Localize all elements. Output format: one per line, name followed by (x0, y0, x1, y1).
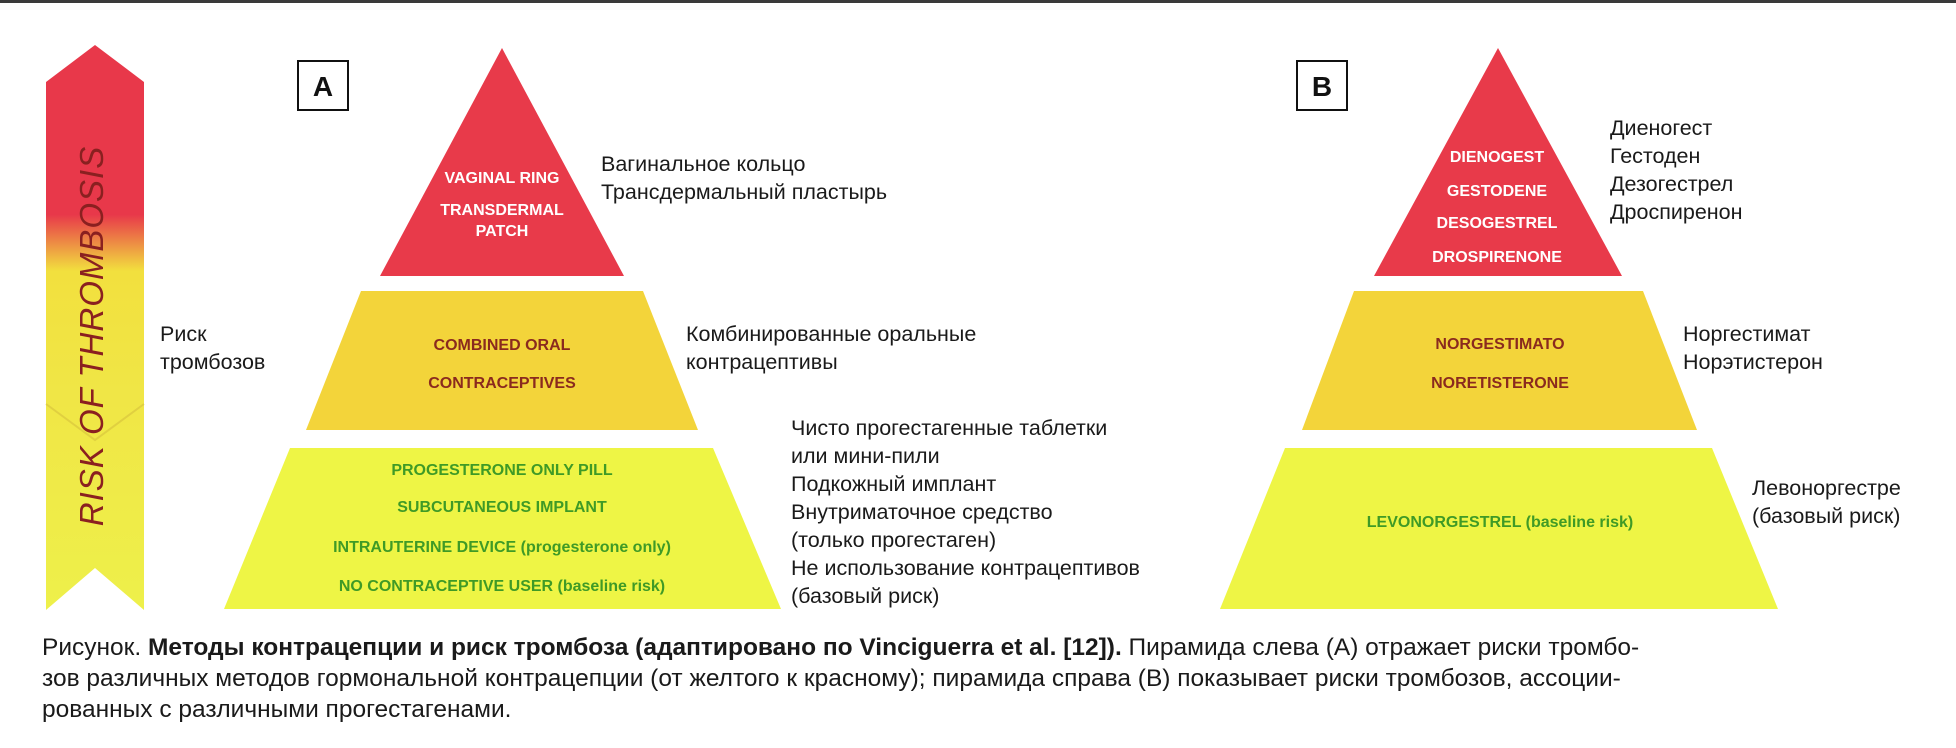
panel-a-bottom-side-text (791, 414, 1140, 610)
side-text-line: (базовый риск) (1752, 504, 1901, 528)
panel-a-letter: A (312, 71, 334, 102)
pyramid-b-middle-line-2: NORETISTERONE (1431, 375, 1569, 392)
side-text-line: или мини-пили (791, 444, 940, 468)
panel-b-bottom-side-text (1752, 474, 1901, 530)
pyramid-a-middle-line-2: CONTRACEPTIVES (428, 375, 576, 392)
caption-prefix: Рисунок. (42, 634, 149, 661)
pyramid-b-top-line-3: DESOGESTREL (1436, 215, 1558, 232)
pyramid-a-middle-tier (306, 291, 698, 430)
risk-label (160, 320, 265, 376)
risk-label-line-2: тромбозов (160, 350, 266, 374)
pyramid-a-top-tier (380, 48, 624, 276)
panel-a-top-side-text (601, 150, 887, 206)
pyramid-b-top-line-4: DROSPIRENONE (1432, 249, 1562, 266)
caption-line-3: рованных с различными прогестагенами. (42, 696, 512, 723)
side-text-line: Левоноргестре (1752, 476, 1901, 500)
side-text-line: Норгестимат (1683, 322, 1811, 346)
caption-line-1 (42, 632, 1922, 663)
side-text-line: Не использование контрацептивов (791, 556, 1140, 580)
pyramid-a-top-line-1: VAGINAL RING (444, 170, 560, 187)
panel-a-middle-side-text (686, 320, 976, 376)
side-text-line: Трансдермальный пластырь (601, 180, 888, 204)
side-text-line: (базовый риск) (791, 584, 940, 608)
pyramid-a-bottom-line-3: INTRAUTERINE DEVICE (progesterone only) (333, 539, 671, 556)
side-text-line: Дроспиренон (1610, 200, 1743, 224)
pyramid-b-top-line-1: DIENOGEST (1449, 149, 1545, 166)
side-text-line: Комбинированные оральные (686, 322, 977, 346)
pyramid-b-bottom-line-1: LEVONORGESTREL (baseline risk) (1366, 514, 1634, 531)
side-text-line: Норэтистерон (1683, 350, 1823, 374)
side-text-line: контрацептивы (686, 350, 838, 374)
caption-line-2: зов различных методов гормональной контрацепции (от желтого к красному); пирамида справа (В) показывает риски тромбозов, ассоции- (42, 665, 1621, 692)
pyramid-a-bottom-line-4: NO CONTRACEPTIVE USER (baseline risk) (338, 578, 666, 595)
panel-b-letter: B (1311, 71, 1333, 102)
caption-title: Методы контрацепции и риск тромбоза (адаптировано по Vinciguerra et al. [12]). (148, 634, 1122, 661)
side-text-line: Диеногест (1610, 116, 1713, 140)
pyramid-a-middle-line-1: COMBINED ORAL (433, 337, 571, 354)
figure-caption (42, 632, 1922, 725)
side-text-line: Вагинальное кольцо (601, 152, 806, 176)
side-text-line: (только прогестаген) (791, 528, 997, 552)
pyramid-a-top-line-2: TRANSDERMAL (440, 202, 564, 219)
panel-b-top-side-text (1610, 114, 1743, 226)
side-text-line: Дезогестрел (1610, 172, 1734, 196)
risk-label-line-1: Риск (160, 322, 207, 346)
pyramid-b-middle-tier (1302, 291, 1697, 430)
side-text-line: Чисто прогестагенные таблетки (791, 416, 1108, 440)
pyramid-a-bottom-line-1: PROGESTERONE ONLY PILL (391, 462, 613, 479)
pyramid-a-bottom-line-2: SUBCUTANEOUS IMPLANT (397, 499, 607, 516)
panel-b-middle-side-text (1683, 320, 1823, 376)
pyramid-a-top-line-3: PATCH (475, 223, 529, 240)
caption-rest: Пирамида слева (А) отражает риски тромбо- (1121, 634, 1640, 661)
side-text-line: Гестоден (1610, 144, 1701, 168)
side-text-line: Внутриматочное средство (791, 500, 1053, 524)
risk-arrow-label: RISK OF THROMBOSIS (73, 145, 110, 527)
pyramid-b-middle-line-1: NORGESTIMATO (1435, 336, 1565, 353)
side-text-line: Подкожный имплант (791, 472, 997, 496)
pyramid-b-top-line-2: GESTODENE (1446, 183, 1548, 200)
